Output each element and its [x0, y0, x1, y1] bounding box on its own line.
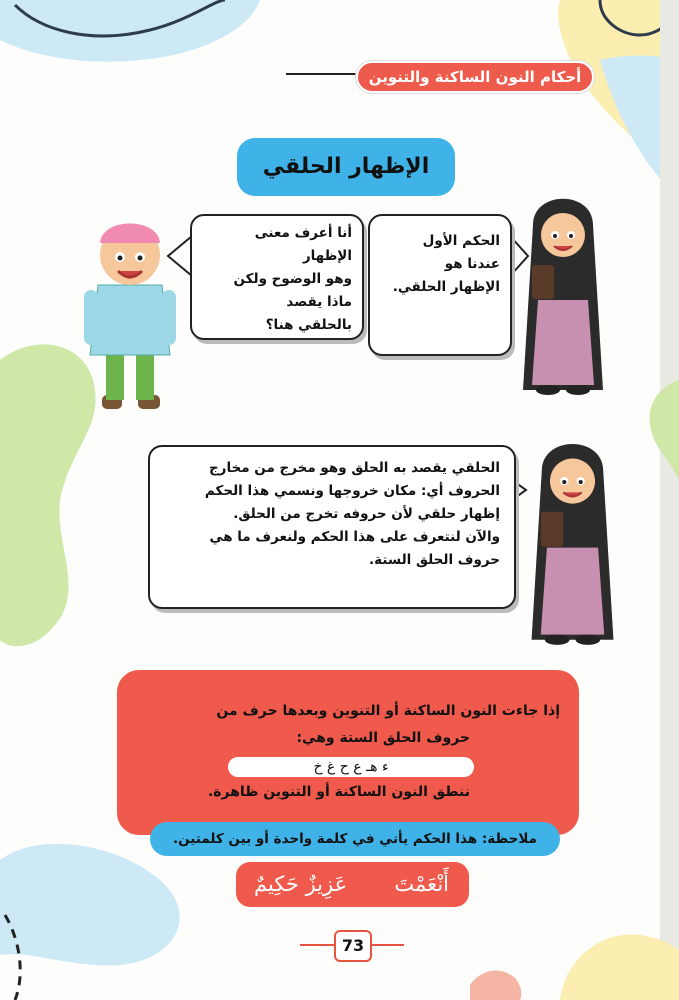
page-number: 73 [334, 930, 372, 962]
bubble-line: عندنا هو [444, 256, 500, 272]
bubble-line: والآن لنتعرف على هذا الحكم ولنعرف ما هي [209, 529, 500, 545]
section-title: الإظهار الحلقي [237, 138, 455, 196]
bubble-line: إظهار حلقي لأن حروفه تخرج من الحلق. [233, 506, 500, 522]
examples-box [236, 862, 469, 907]
throat-letters: ء هـ ع ح غ خ [228, 757, 474, 777]
bubble-line: أنا أعرف معنى الإظهار [254, 225, 352, 264]
chapter-title: أحكام النون الساكنة والتنوين [356, 61, 594, 93]
bubble-line: حروف الحلق الستة. [369, 552, 500, 568]
rule-line-1: إذا جاءت النون الساكنة أو التنوين وبعدها حرف من [216, 703, 560, 719]
girl-speech-bubble-first [368, 214, 512, 356]
page-number-rule-right [370, 944, 404, 946]
page-number-rule-left [300, 944, 334, 946]
example-word-1: أَنْعَمْتَ [394, 872, 449, 896]
bubble-line: الحلقي يقصد به الحلق وهو مخرج من مخارج [208, 460, 500, 476]
rule-box [117, 670, 579, 835]
bubble-line: الحروف أي: مكان خروجها ونسمي هذا الحكم [204, 483, 500, 499]
rule-line-2: حروف الحلق الستة وهي: [296, 730, 470, 746]
bubble-line: بالحلقي هنا؟ [265, 317, 352, 333]
rule-line-3: ننطق النون الساكنة أو التنوين ظاهرة. [207, 784, 470, 800]
bubble-line: وهو الوضوح ولكن [233, 271, 352, 287]
boy-speech-bubble [190, 214, 364, 340]
note-text: ملاحظة: هذا الحكم يأتي في كلمة واحدة أو بين كلمتين. [150, 822, 560, 856]
bubble-line: الحكم الأول [422, 233, 500, 249]
bubble-line: الإظهار الحلقي. [392, 279, 500, 295]
girl-speech-bubble-explain [148, 445, 516, 609]
bubble-line: ماذا يقصد [286, 294, 352, 310]
example-word-2: عَزِيزٌ حَكِيمٌ [254, 872, 348, 896]
